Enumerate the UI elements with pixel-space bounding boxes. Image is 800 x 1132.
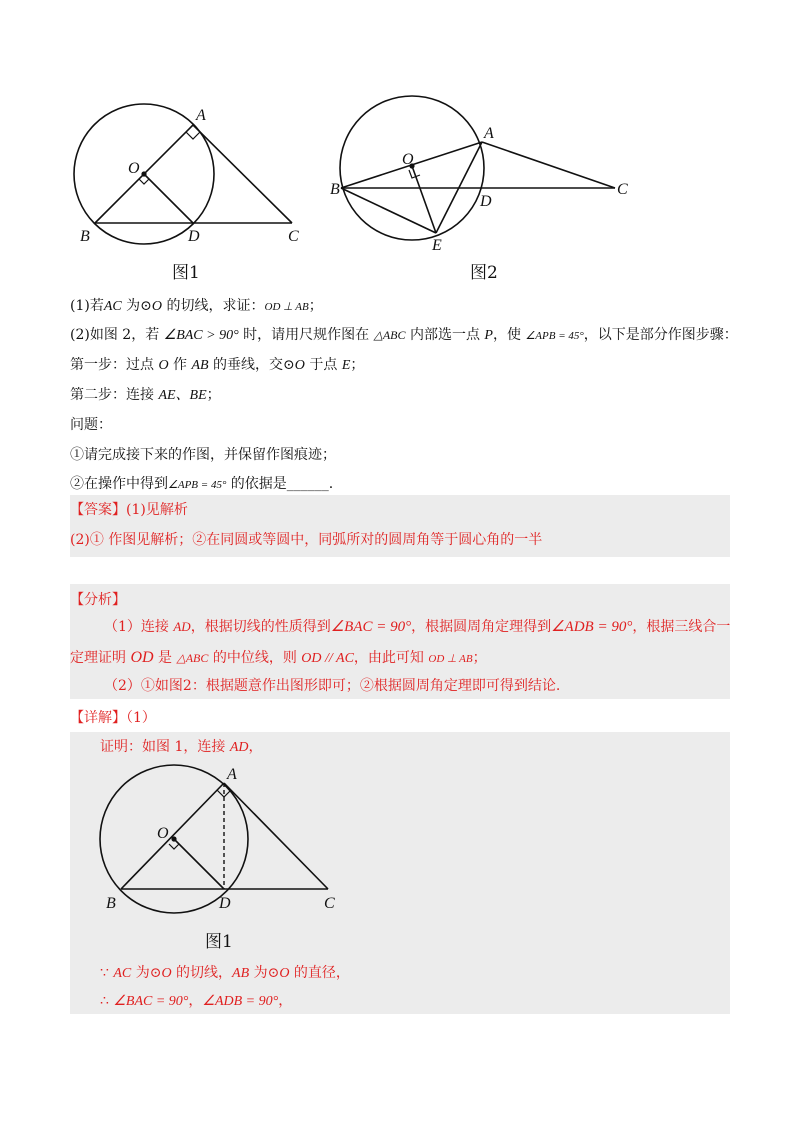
fig2-label-E: E (432, 237, 442, 254)
fig1-label-A: A (196, 107, 206, 124)
figure-1 (60, 95, 320, 255)
analysis-line-1: （1）连接 AD，根据切线的性质得到∠BAC = 90°，根据圆周角定理得到∠ADB = 90°，根据三线合一 (104, 619, 731, 635)
proof-because: ∵ AC 为⊙O 的切线，AB 为⊙O 的直径， (100, 965, 350, 981)
proof-intro: 证明：如图 1，连接 AD， (100, 739, 263, 755)
fig3-label-C: C (324, 895, 335, 912)
fig1-label-D: D (188, 228, 200, 245)
question-part-1: (1)若AC 为⊙O 的切线，求证：OD ⊥ AB； (70, 298, 323, 314)
figure-3 (90, 760, 360, 920)
proof-therefore: ∴ ∠BAC = 90°，∠ADB = 90°， (100, 993, 293, 1009)
fig3-caption: 图1 (205, 932, 233, 952)
problem-1: ①请完成接下来的作图，并保留作图痕迹； (70, 447, 336, 463)
answer-tag: 【答案】 (70, 502, 126, 518)
fig2-label-B: B (330, 181, 340, 198)
fig2-label-D: D (480, 193, 492, 210)
problems-label: 问题： (70, 417, 112, 433)
answer-line-2: (2)① 作图见解析；②在同圆或等圆中，同弧所对的圆周角等于圆心角的一半 (70, 532, 543, 548)
fig2-label-O: O (402, 151, 414, 168)
question-part-2: (2)如图 2，若 ∠BAC > 90° 时，请用尺规作图在 △ABC 内部选一点 P，使 ∠APB = 45°，以下是部分作图步骤： (70, 327, 738, 343)
question-step-1: 第一步：过点 O 作 AB 的垂线，交⊙O 于点 E； (70, 357, 365, 373)
fig1-label-C: C (288, 228, 299, 245)
fig1-label-B: B (80, 228, 90, 245)
fig1-label-O: O (128, 160, 140, 177)
fig1-caption: 图1 (172, 263, 200, 283)
fig3-label-D: D (219, 895, 231, 912)
detail-heading: 【详解】（1） (70, 710, 156, 726)
figure-2 (330, 90, 640, 260)
analysis-line-2: 定理证明 OD 是 △ABC 的中位线，则 OD // AC，由此可知 OD ⊥ AB； (70, 649, 487, 666)
problem-2: ②在操作中得到∠APB = 45° 的依据是______. (70, 476, 334, 492)
fig2-caption: 图2 (470, 263, 498, 283)
question-step-2: 第二步：连接 AE、BE； (70, 387, 221, 403)
fig3-label-A: A (227, 766, 237, 783)
fig2-label-C: C (617, 181, 628, 198)
fig3-label-B: B (106, 895, 116, 912)
analysis-line-3: （2）①如图2：根据题意作出图形即可；②根据圆周角定理即可得到结论. (104, 678, 561, 694)
detail-tag: 【详解】 (70, 710, 126, 726)
fig2-label-A: A (484, 125, 494, 142)
fig3-label-O: O (157, 825, 169, 842)
analysis-tag: 【分析】 (70, 592, 126, 608)
answer-line-1: 【答案】(1)见解析 (70, 502, 188, 518)
